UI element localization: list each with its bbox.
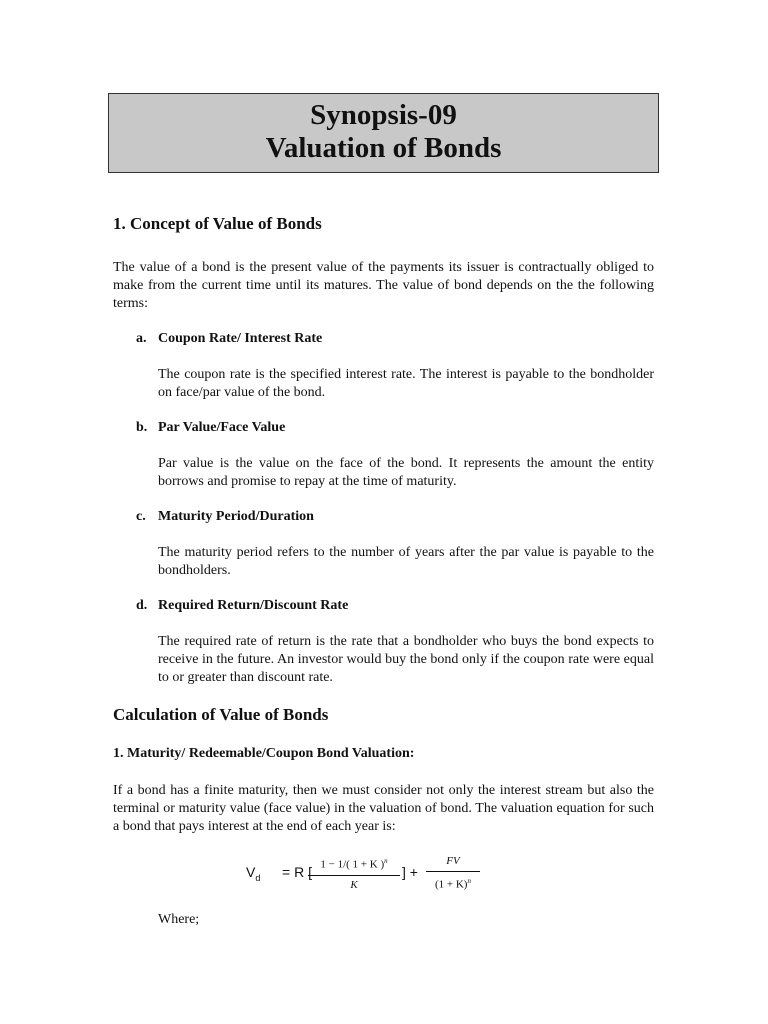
fraction-1-bar [308, 875, 400, 876]
item-b-title [136, 420, 285, 436]
item-d-label: d. [136, 598, 148, 613]
item-b-title-text: Par Value/Face Value [158, 420, 286, 435]
item-d-title-text: Required Return/Discount Rate [158, 598, 349, 613]
equation-close-plus: ] + [402, 864, 418, 880]
item-a-title [136, 331, 322, 347]
bond-valuation-equation [246, 850, 506, 894]
item-c-label: c. [136, 509, 146, 524]
equation-v-subscript: d [255, 872, 261, 883]
item-d-text: The required rate of return is the rate that a bondholder who buys the bond expects to receive in the future. An investor would buy the bond only if the coupon rate were equal to or greater than discount rate. [158, 634, 654, 685]
item-c-text: The maturity period refers to the number of years after the par value is payable to the bondholders. [158, 545, 654, 578]
fraction-2-denominator-text: (1 + K) [435, 878, 468, 891]
title-line-2: Valuation of Bonds [265, 132, 502, 164]
fraction-1-denominator: K [350, 878, 358, 891]
item-b-label: b. [136, 420, 148, 435]
fraction-2-numerator: FV [446, 855, 460, 867]
fraction-1-exponent: n [384, 857, 388, 865]
equation-lhs [246, 864, 260, 883]
item-c-title [136, 509, 314, 525]
section2-text: If a bond has a finite maturity, then we must consider not only the interest stream but also the terminal or maturity value (face value) in the valuation of bond. The valuation equation for such a bond that pays interest at the end of each year is: [113, 783, 654, 834]
fraction-2-denominator [426, 874, 480, 892]
item-a-text: The coupon rate is the specified interest rate. The interest is payable to the bondholder on face/par value of the bond. [158, 367, 654, 400]
equation-fraction-2 [426, 854, 480, 892]
fraction-1-numerator [308, 854, 400, 872]
section1-heading: 1. Concept of Value of Bonds [113, 214, 322, 233]
section1-intro: The value of a bond is the present value of the payments its issuer is contractually obliged to make from the current time until its matures. The value of bond depends on the the following terms: [113, 260, 654, 311]
equation-equals-r: = R [ [282, 864, 312, 880]
equation-fraction-1 [308, 854, 400, 892]
where-label: Where; [158, 912, 200, 927]
fraction-1-numerator-text: 1 − 1/( 1 + K ) [320, 858, 385, 871]
title-box [108, 93, 659, 173]
fraction-2-exponent: n [467, 877, 471, 885]
item-d-title [136, 598, 348, 614]
item-a-label: a. [136, 331, 147, 346]
section2-subheading: 1. Maturity/ Redeemable/Coupon Bond Valuation: [113, 746, 415, 761]
item-c-title-text: Maturity Period/Duration [158, 509, 314, 524]
title-line-1: Synopsis-09 [310, 99, 457, 131]
equation-v: V [246, 864, 256, 880]
item-a-title-text: Coupon Rate/ Interest Rate [158, 331, 323, 346]
item-b-text: Par value is the value on the face of the bond. It represents the amount the entity borrows and promise to repay at the time of maturity. [158, 456, 654, 489]
section2-heading: Calculation of Value of Bonds [113, 705, 329, 724]
fraction-2-bar [426, 871, 480, 872]
